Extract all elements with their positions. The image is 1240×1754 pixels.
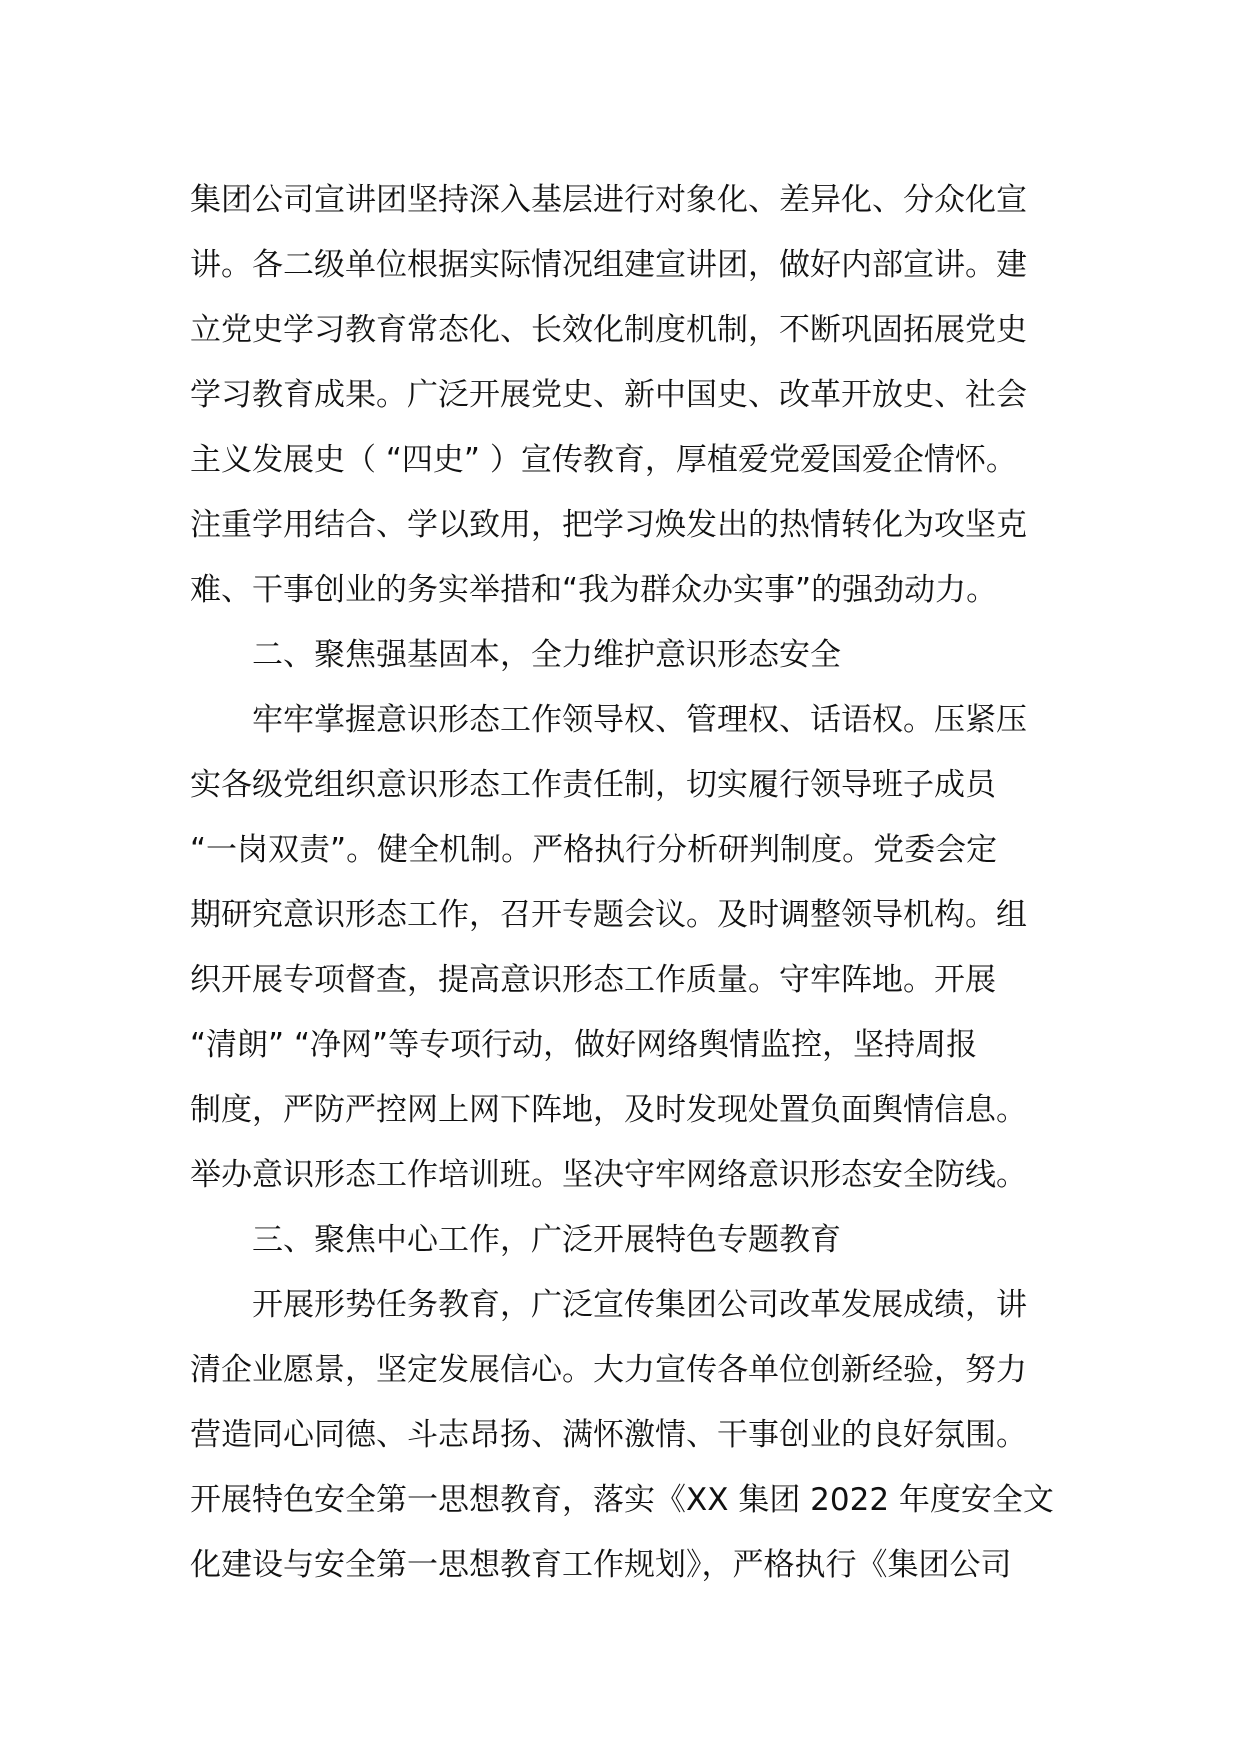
text-line: 制度，严防严控网上网下阵地，及时发现处置负面舆情信息。 xyxy=(190,1092,1027,1128)
text-line: 期研究意识形态工作，召开专题会议。及时调整领导机构。组 xyxy=(190,897,1027,933)
paragraph-first-line: 牢牢掌握意识形态工作领导权、管理权、话语权。压紧压 xyxy=(252,702,1027,738)
section-heading: 二、聚焦强基固本，全力维护意识形态安全 xyxy=(252,637,841,673)
text-line: “清朗” “净网”等专项行动，做好网络舆情监控，坚持周报 xyxy=(190,1027,978,1063)
text-line: “一岗双责”。健全机制。严格执行分析研判制度。党委会定 xyxy=(190,832,998,868)
section-heading: 三、聚焦中心工作，广泛开展特色专题教育 xyxy=(252,1222,841,1258)
text-line: 讲。各二级单位根据实际情况组建宣讲团，做好内部宣讲。建 xyxy=(190,247,1027,283)
text-line: 举办意识形态工作培训班。坚决守牢网络意识形态安全防线。 xyxy=(190,1157,1027,1193)
text-line: 营造同心同德、斗志昂扬、满怀激情、干事创业的良好氛围。 xyxy=(190,1417,1027,1453)
text-line: 清企业愿景，坚定发展信心。大力宣传各单位创新经验，努力 xyxy=(190,1352,1027,1388)
text-line: 集团公司宣讲团坚持深入基层进行对象化、差异化、分众化宣 xyxy=(190,182,1027,218)
text-line: 主义发展史（ “四史” ）宣传教育，厚植爱党爱国爱企情怀。 xyxy=(190,442,1017,478)
document-page xyxy=(190,168,1060,1598)
text-line: 化建设与安全第一思想教育工作规划》，严格执行《集团公司 xyxy=(190,1547,1012,1583)
text-line: 学习教育成果。广泛开展党史、新中国史、改革开放史、社会 xyxy=(190,377,1027,413)
text-line: 注重学用结合、学以致用，把学习焕发出的热情转化为攻坚克 xyxy=(190,507,1027,543)
text-line: 开展特色安全第一思想教育，落实《XX 集团 2022 年度安全文 xyxy=(190,1482,1054,1518)
text-line: 难、干事创业的务实举措和“我为群众办实事”的强劲动力。 xyxy=(190,572,998,608)
text-line: 立党史学习教育常态化、长效化制度机制，不断巩固拓展党史 xyxy=(190,312,1027,348)
paragraph-first-line: 开展形势任务教育，广泛宣传集团公司改革发展成绩，讲 xyxy=(252,1287,1027,1323)
text-line: 织开展专项督查，提高意识形态工作质量。守牢阵地。开展 xyxy=(190,962,996,998)
text-line: 实各级党组织意识形态工作责任制，切实履行领导班子成员 xyxy=(190,767,996,803)
